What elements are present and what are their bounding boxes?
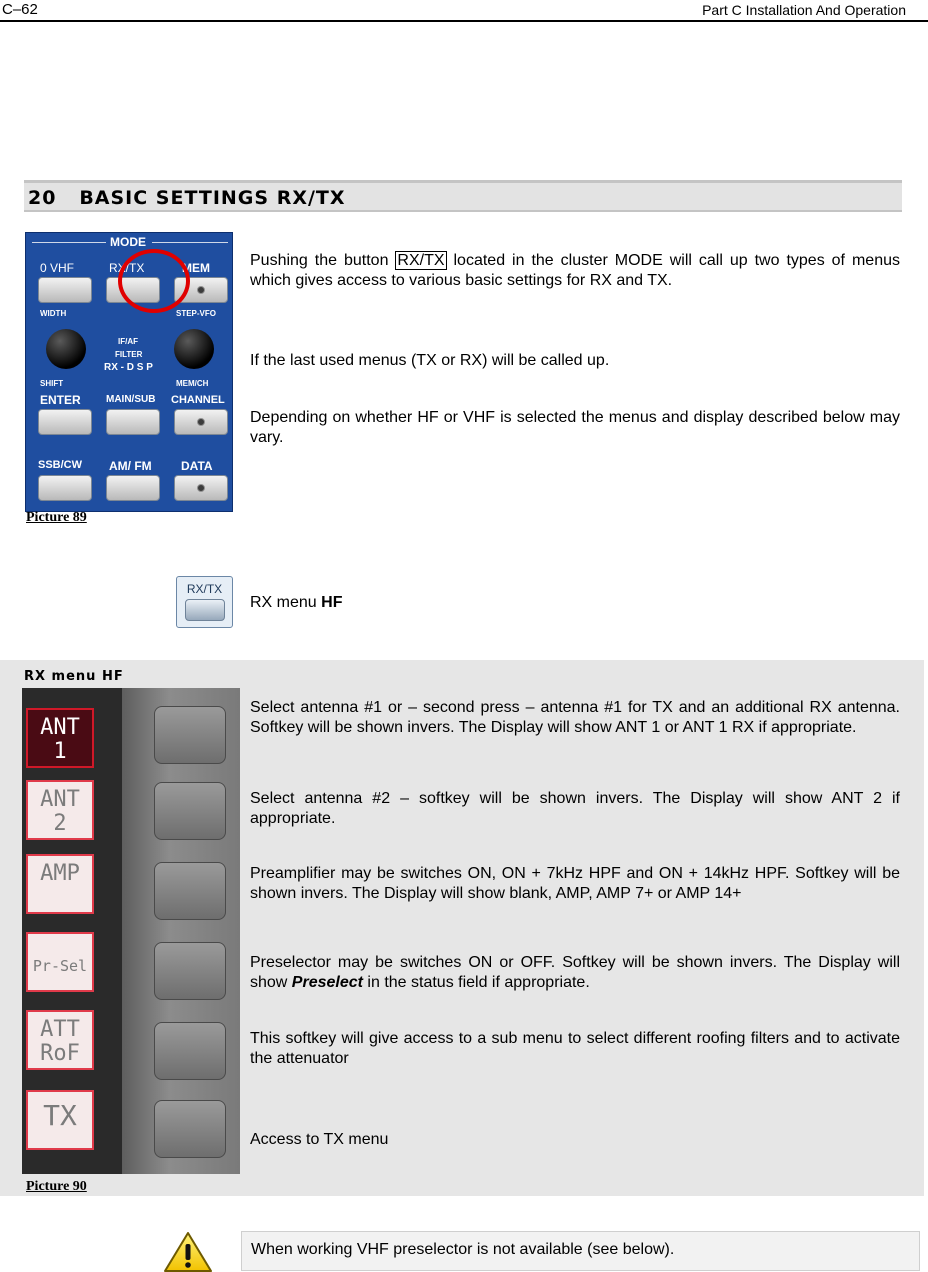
panel-label-rx-dsp: RX - D S P <box>104 362 153 373</box>
rxtx-icon-label: RX/TX <box>186 582 223 596</box>
softkey-label-presel <box>26 932 94 992</box>
intro-paragraph-2: If the last used menus (TX or RX) will be called up. <box>250 352 610 369</box>
channel-led <box>197 418 205 426</box>
intro-text: Pushing the button <box>250 252 396 269</box>
rxtx-icon-key <box>185 599 225 621</box>
data-led <box>197 484 205 492</box>
am-fm-button <box>106 475 160 501</box>
panel-label-ssb-cw: SSB/CW <box>38 459 82 471</box>
step-vfo-knob <box>174 329 214 369</box>
panel-divider <box>152 242 228 243</box>
softkey-desc-att: This softkey will give access to a sub menu to select different roofing filters and to activate the attenuator <box>250 1030 900 1067</box>
intro-paragraph-3: Depending on whether HF or VHF is selected the menus and display described below may vary. <box>250 409 900 446</box>
panel-label-main-sub: MAIN/SUB <box>106 394 156 405</box>
presel-text: Preselector may be switches ON or OFF. Softkey will be shown invers. The Display will show <box>250 954 900 991</box>
panel-label-width: WIDTH <box>40 309 67 318</box>
mode-panel-image <box>25 232 233 512</box>
softkey-label-line: AMP <box>40 861 80 886</box>
softkey-label-line: RoF <box>40 1041 80 1066</box>
rx-menu-prefix: RX menu <box>250 594 322 611</box>
rxtx-key-label: RX/TX <box>397 252 445 269</box>
enter-button <box>38 409 92 435</box>
softkey-desc-tx: Access to TX menu <box>250 1131 389 1148</box>
vhf-button <box>38 277 92 303</box>
panel-label-data: DATA <box>181 459 213 473</box>
mem-led <box>197 286 205 294</box>
softkey-button <box>154 1100 226 1158</box>
softkey-label-amp <box>26 854 94 914</box>
highlight-circle <box>118 249 190 313</box>
softkey-label-line: ATT <box>40 1017 80 1042</box>
softkey-button <box>154 782 226 840</box>
softkey-button <box>154 706 226 764</box>
panel-label-filter: FILTER <box>115 350 143 359</box>
panel-divider <box>32 242 106 243</box>
softkey-desc-presel <box>250 953 900 993</box>
softkey-label-line: 2 <box>53 811 67 836</box>
panel-label-step-vfo: STEP-VFO <box>176 309 217 318</box>
panel-label-mem-ch: MEM/CH <box>176 379 209 388</box>
main-sub-button <box>106 409 160 435</box>
page-header <box>0 0 928 22</box>
ssb-cw-button <box>38 475 92 501</box>
panel-label-mode: MODE <box>110 235 146 249</box>
softkey-label-line: Pr-Sel <box>32 957 88 975</box>
softkey-button <box>154 942 226 1000</box>
softkey-desc-ant2: Select antenna #2 – softkey will be shown invers. The Display will show ANT 2 if appropriate. <box>250 790 900 827</box>
softkey-button <box>154 1022 226 1080</box>
panel-label-if-af: IF/AF <box>118 337 138 346</box>
softkey-label-line: ANT <box>40 787 80 812</box>
softkey-desc-amp: Preamplifier may be switches ON, ON + 7kHz HPF and ON + 14kHz HPF. Softkey will be shown invers. The Display will show blank, AMP, AMP 7+ or AMP 14+ <box>250 865 900 902</box>
intro-text: located in the cluster MODE will call up two types of menus which gives access to various basic settings for RX and TX. <box>250 252 900 289</box>
softkey-label-ant2 <box>26 780 94 840</box>
section-heading-text <box>28 187 346 209</box>
panel-label-mem: MEM <box>182 261 210 275</box>
softkey-desc-ant1: Select antenna #1 or – second press – antenna #1 for TX and an additional RX antenna. Softkey will be shown invers. The Display will show ANT 1 or ANT 1 RX if appropriate. <box>250 699 900 736</box>
section-number: 20 <box>28 187 57 209</box>
softkey-label-tx <box>26 1090 94 1150</box>
width-knob <box>46 329 86 369</box>
panel-label-vhf: 0 VHF <box>40 261 75 275</box>
softkey-button <box>154 862 226 920</box>
panel-label-channel: CHANNEL <box>171 394 225 406</box>
softkey-label-line: ANT <box>40 715 80 740</box>
rx-menu-band: HF <box>321 594 343 611</box>
section-heading <box>24 180 902 212</box>
softkey-label-line: 1 <box>53 739 67 764</box>
warning-icon <box>162 1230 214 1272</box>
picture-89-caption[interactable]: Picture 89 <box>26 510 87 525</box>
panel-label-shift: SHIFT <box>40 379 64 388</box>
panel-label-rxtx: RX/TX <box>109 261 145 275</box>
rxtx-button-icon <box>176 576 233 628</box>
intro-paragraph-1 <box>250 251 900 291</box>
softkey-label-att <box>26 1010 94 1070</box>
vhf-note: When working VHF preselector is not available (see below). <box>241 1231 920 1271</box>
panel-label-enter: ENTER <box>40 393 81 407</box>
softkey-label-line: TX <box>43 1099 77 1132</box>
section-title: BASIC SETTINGS RX/TX <box>79 187 346 209</box>
part-title: Part C Installation And Operation <box>702 2 906 18</box>
presel-text: in the status field if appropriate. <box>362 974 590 991</box>
rx-menu-title: RX menu HF <box>24 669 124 684</box>
picture-90-caption[interactable]: Picture 90 <box>26 1179 87 1194</box>
presel-status-word: Preselect <box>291 974 363 991</box>
rx-menu-heading-line <box>250 593 900 613</box>
page-number: C–62 <box>2 1 38 18</box>
softkey-label-ant1 <box>26 708 94 768</box>
softkey-panel-image <box>22 688 240 1174</box>
panel-label-am-fm: AM/ FM <box>109 459 152 473</box>
